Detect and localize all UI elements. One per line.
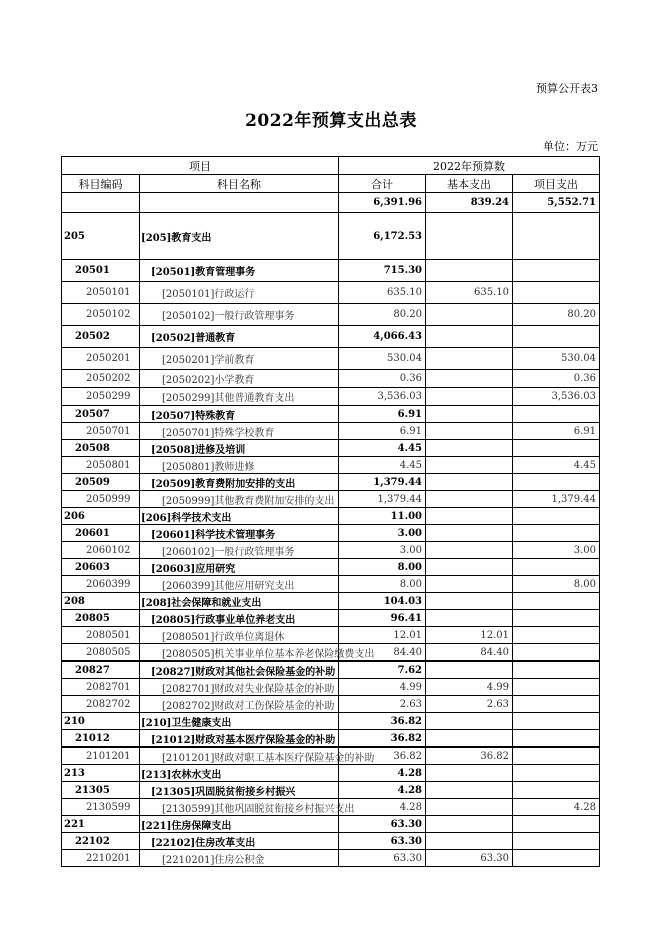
cell-name: [2210201]住房公积金 [140,850,339,867]
table-row [62,388,600,406]
cell-name: [20507]特殊教育 [140,406,339,423]
table-row [62,610,600,627]
table-row [62,213,600,260]
cell-basic [426,304,513,326]
cell-basic: 635.10 [426,282,513,304]
table-row [62,713,600,730]
cell-total: 0.36 [339,370,426,388]
table-row [62,644,600,662]
cell-name: [20805]行政事业单位养老支出 [140,610,339,627]
cell-project: 1,379.44 [513,491,600,508]
table-row [62,370,600,388]
cell-project [513,260,600,282]
cell-code: 2082701 [62,679,140,696]
cell-name: [2050201]学前教育 [140,348,339,370]
cell-basic [426,765,513,782]
cell-code: 2101201 [62,747,140,765]
cell-code: 21012 [62,730,140,748]
header-name: 科目名称 [140,175,339,193]
cell-name: [21012]财政对基本医疗保险基金的补助 [140,730,339,748]
cell-total: 715.30 [339,260,426,282]
cell-name: [2050202]小学教育 [140,370,339,388]
table-row [62,679,600,696]
cell-total: 84.40 [339,644,426,662]
cell-code: 20507 [62,406,140,423]
cell-basic [426,542,513,559]
cell-total: 4.45 [339,440,426,457]
budget-table [61,156,600,867]
cell-code: 2082702 [62,696,140,713]
table-row [62,661,600,679]
cell-basic [426,799,513,816]
cell-project: 0.36 [513,370,600,388]
cell-total: 36.82 [339,730,426,748]
table-row [62,559,600,576]
cell-basic [426,457,513,474]
cell-basic [426,260,513,282]
cell-name: [20502]普通教育 [140,326,339,348]
cell-total: 63.30 [339,833,426,850]
cell-project [513,765,600,782]
cell-basic [426,713,513,730]
cell-basic [426,388,513,406]
cell-total: 36.82 [339,747,426,765]
cell-name: [2060102]一般行政管理事务 [140,542,339,559]
cell-code: 2080505 [62,644,140,662]
cell-name: [2060399]其他应用研究支出 [140,576,339,593]
table-row [62,326,600,348]
cell-basic: 63.30 [426,850,513,867]
cell-project [513,508,600,525]
cell-project [513,713,600,730]
table-row [62,627,600,644]
cell-total: 1,379.44 [339,491,426,508]
cell-total: 36.82 [339,713,426,730]
cell-total: 63.30 [339,850,426,867]
cell-project [513,696,600,713]
cell-basic [426,559,513,576]
header-total: 合计 [339,175,426,193]
cell-code: 2210201 [62,850,140,867]
table-row [62,260,600,282]
cell-code: 20805 [62,610,140,627]
cell-project: 530.04 [513,348,600,370]
cell-basic [426,782,513,799]
totals-name [140,193,339,213]
page-title: 2022年预算支出总表 [245,111,417,131]
cell-project [513,644,600,662]
cell-code: 2060399 [62,576,140,593]
cell-basic [426,406,513,423]
cell-basic: 2.63 [426,696,513,713]
table-row [62,440,600,457]
table-row [62,765,600,782]
cell-project [513,525,600,542]
cell-name: [213]农林水支出 [140,765,339,782]
cell-basic: 36.82 [426,747,513,765]
cell-name: [210]卫生健康支出 [140,713,339,730]
cell-name: [20603]应用研究 [140,559,339,576]
cell-total: 530.04 [339,348,426,370]
cell-total: 1,379.44 [339,474,426,491]
cell-code: 2050202 [62,370,140,388]
cell-name: [20508]进修及培训 [140,440,339,457]
cell-project [513,440,600,457]
table-number-label: 预算公开表3 [536,82,598,95]
cell-code: 213 [62,765,140,782]
cell-code: 2050999 [62,491,140,508]
table-row [62,696,600,713]
cell-project: 3.00 [513,542,600,559]
table-row [62,282,600,304]
cell-name: [2130599]其他巩固脱贫衔接乡村振兴支出 [140,799,339,816]
table-row [62,406,600,423]
cell-total: 6.91 [339,406,426,423]
cell-project [513,627,600,644]
cell-name: [21305]巩固脱贫衔接乡村振兴 [140,782,339,799]
cell-code: 20502 [62,326,140,348]
totals-code [62,193,140,213]
header-row-1 [62,157,600,175]
header-basic: 基本支出 [426,175,513,193]
cell-total: 4.99 [339,679,426,696]
cell-total: 96.41 [339,610,426,627]
table-row [62,730,600,748]
cell-basic [426,474,513,491]
cell-code: 210 [62,713,140,730]
header-item: 项目 [62,157,339,175]
cell-name: [205]教育支出 [140,213,339,260]
cell-project [513,833,600,850]
cell-name: [2050102]一般行政管理事务 [140,304,339,326]
cell-name: [2050801]教师进修 [140,457,339,474]
cell-name: [2082702]财政对工伤保险基金的补助 [140,696,339,713]
header-project: 项目支出 [513,175,600,193]
cell-project [513,610,600,627]
cell-total: 11.00 [339,508,426,525]
cell-project [513,679,600,696]
cell-basic [426,661,513,679]
cell-total: 8.00 [339,576,426,593]
cell-basic [426,816,513,833]
cell-code: 20827 [62,661,140,679]
cell-project [513,213,600,260]
cell-total: 4.28 [339,765,426,782]
cell-project [513,593,600,610]
cell-project [513,730,600,748]
cell-total: 4.28 [339,782,426,799]
table-row [62,525,600,542]
cell-name: [20501]教育管理事务 [140,260,339,282]
cell-code: 2050701 [62,423,140,440]
cell-total: 6,172.53 [339,213,426,260]
cell-code: 2130599 [62,799,140,816]
table-row [62,833,600,850]
cell-basic [426,326,513,348]
cell-name: [221]住房保障支出 [140,816,339,833]
cell-total: 3.00 [339,542,426,559]
table-row [62,747,600,765]
cell-total: 8.00 [339,559,426,576]
cell-name: [208]社会保障和就业支出 [140,593,339,610]
header-row-2 [62,175,600,193]
cell-code: 20603 [62,559,140,576]
cell-code: 2080501 [62,627,140,644]
cell-basic [426,610,513,627]
cell-total: 3,536.03 [339,388,426,406]
table-row [62,348,600,370]
cell-basic [426,440,513,457]
cell-project: 4.28 [513,799,600,816]
cell-code: 205 [62,213,140,260]
cell-name: [20827]财政对其他社会保险基金的补助 [140,661,339,679]
cell-basic [426,525,513,542]
cell-name: [2050101]行政运行 [140,282,339,304]
cell-project [513,282,600,304]
totals-basic: 839.24 [426,193,513,213]
cell-basic [426,576,513,593]
cell-name: [206]科学技术支出 [140,508,339,525]
table-row [62,491,600,508]
cell-total: 7.62 [339,661,426,679]
cell-code: 2050102 [62,304,140,326]
cell-code: 21305 [62,782,140,799]
cell-basic [426,370,513,388]
cell-code: 2050201 [62,348,140,370]
cell-project [513,559,600,576]
table-row [62,508,600,525]
cell-project [513,474,600,491]
cell-code: 20508 [62,440,140,457]
table-row [62,474,600,491]
table-row [62,782,600,799]
table-row [62,850,600,867]
cell-total: 4.28 [339,799,426,816]
cell-code: 20601 [62,525,140,542]
cell-project: 4.45 [513,457,600,474]
cell-name: [2050999]其他教育费附加安排的支出 [140,491,339,508]
table-row [62,576,600,593]
cell-code: 206 [62,508,140,525]
cell-project [513,661,600,679]
cell-total: 80.20 [339,304,426,326]
table-row [62,423,600,440]
header-code: 科目编码 [62,175,140,193]
cell-project [513,406,600,423]
cell-total: 4,066.43 [339,326,426,348]
cell-total: 104.03 [339,593,426,610]
table-row [62,816,600,833]
cell-project: 3,536.03 [513,388,600,406]
cell-project [513,816,600,833]
cell-basic: 12.01 [426,627,513,644]
cell-project [513,850,600,867]
cell-project [513,326,600,348]
cell-project: 80.20 [513,304,600,326]
table-row [62,799,600,816]
table-row [62,593,600,610]
totals-row [62,193,600,213]
cell-code: 22102 [62,833,140,850]
cell-basic [426,833,513,850]
cell-project: 6.91 [513,423,600,440]
header-budget: 2022年预算数 [339,157,600,175]
cell-name: [2082701]财政对失业保险基金的补助 [140,679,339,696]
cell-name: [20509]教育费附加安排的支出 [140,474,339,491]
cell-basic [426,348,513,370]
cell-basic: 4.99 [426,679,513,696]
cell-total: 12.01 [339,627,426,644]
cell-basic [426,508,513,525]
cell-code: 2060102 [62,542,140,559]
cell-code: 20501 [62,260,140,282]
cell-code: 2050101 [62,282,140,304]
cell-project [513,782,600,799]
cell-basic [426,213,513,260]
unit-label: 单位：万元 [543,140,598,153]
cell-code: 2050801 [62,457,140,474]
table-row [62,542,600,559]
totals-project: 5,552.71 [513,193,600,213]
cell-name: [20601]科学技术管理事务 [140,525,339,542]
cell-name: [2101201]财政对职工基本医疗保险基金的补助 [140,747,339,765]
cell-project [513,747,600,765]
cell-name: [2050701]特殊学校教育 [140,423,339,440]
cell-total: 4.45 [339,457,426,474]
cell-project: 8.00 [513,576,600,593]
cell-code: 20509 [62,474,140,491]
cell-name: [2080501]行政单位离退休 [140,627,339,644]
cell-name: [2080505]机关事业单位基本养老保险缴费支出 [140,644,339,662]
cell-code: 208 [62,593,140,610]
cell-basic [426,593,513,610]
table-row [62,457,600,474]
cell-basic [426,730,513,748]
cell-total: 2.63 [339,696,426,713]
totals-total: 6,391.96 [339,193,426,213]
cell-total: 3.00 [339,525,426,542]
cell-total: 6.91 [339,423,426,440]
cell-code: 221 [62,816,140,833]
cell-basic [426,491,513,508]
cell-name: [22102]住房改革支出 [140,833,339,850]
table-row [62,304,600,326]
cell-basic: 84.40 [426,644,513,662]
cell-code: 2050299 [62,388,140,406]
cell-basic [426,423,513,440]
cell-name: [2050299]其他普通教育支出 [140,388,339,406]
cell-total: 63.30 [339,816,426,833]
cell-total: 635.10 [339,282,426,304]
